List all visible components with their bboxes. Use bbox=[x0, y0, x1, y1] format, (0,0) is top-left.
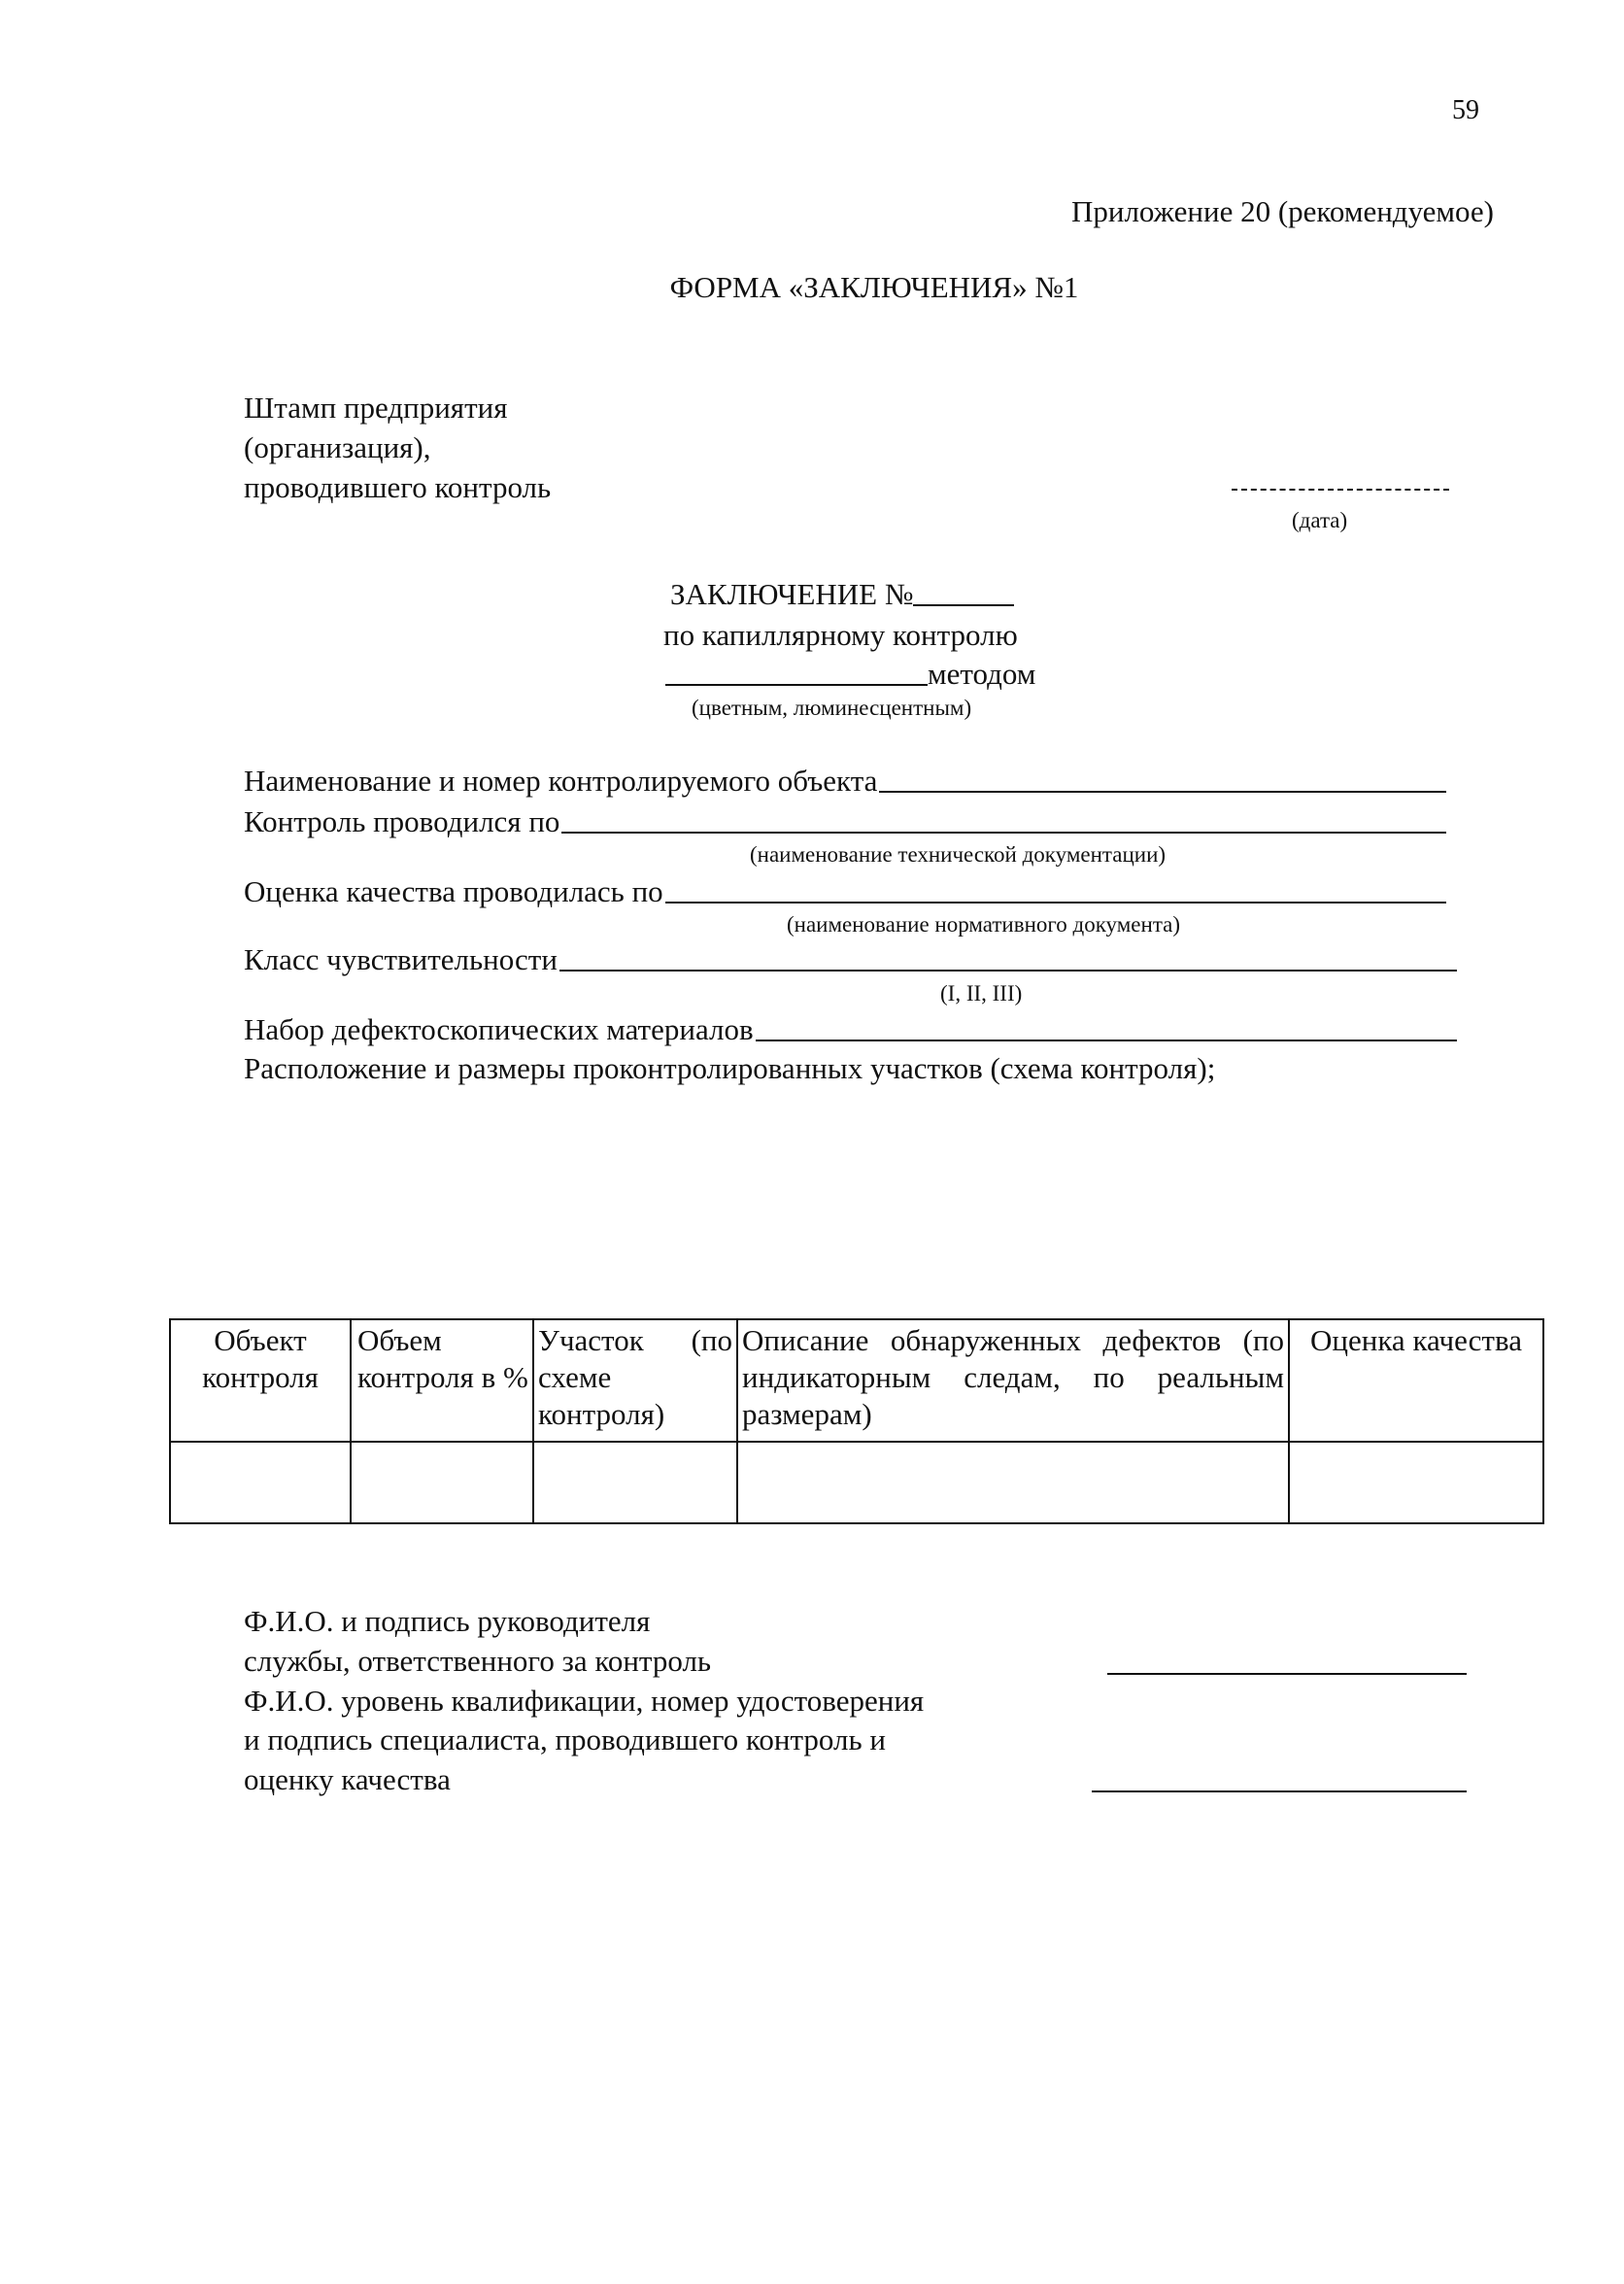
results-table bbox=[169, 1318, 1544, 1524]
header-volume: Объем контроля в % bbox=[351, 1319, 533, 1442]
spec-signature-line-1: Ф.И.О. уровень квалификации, номер удостоверения bbox=[244, 1684, 925, 1718]
date-line bbox=[1232, 489, 1449, 491]
cell-volume[interactable] bbox=[351, 1442, 533, 1523]
cell-object[interactable] bbox=[170, 1442, 351, 1523]
header-defects: Описание обнаруженных дефектов (по индикаторным следам, по реальным размерам) bbox=[737, 1319, 1289, 1442]
spec-signature-line-3: оценку качества bbox=[244, 1762, 451, 1796]
locations-label: Расположение и размеры проконтролированных участков (схема контроля); bbox=[244, 1051, 1216, 1085]
spec-signature-line-2: и подпись специалиста, проводившего контроль и bbox=[244, 1722, 886, 1756]
page-number: 59 bbox=[1452, 95, 1479, 125]
head-signature-line-2: службы, ответственного за контроль bbox=[244, 1644, 712, 1678]
cell-defects[interactable] bbox=[737, 1442, 1289, 1523]
sensitivity-line bbox=[559, 970, 1457, 972]
materials-row bbox=[244, 1010, 1457, 1049]
conclusion-number-line bbox=[913, 604, 1014, 606]
quality-by-hint: (наименование нормативного документа) bbox=[787, 912, 1181, 937]
method-hint: (цветным, люминесцентным) bbox=[692, 696, 972, 720]
object-name-label: Наименование и номер контролируемого объекта bbox=[244, 764, 878, 798]
stamp-line-1: Штамп предприятия bbox=[244, 391, 508, 425]
object-name-line bbox=[879, 791, 1446, 793]
sensitivity-label: Класс чувствительности bbox=[244, 942, 558, 976]
date-label: (дата) bbox=[1292, 508, 1348, 532]
appendix-label: Приложение 20 (рекомендуемое) bbox=[1070, 194, 1494, 228]
conclusion-subtitle: по капиллярному контролю bbox=[663, 618, 1018, 652]
spec-signature-field bbox=[1092, 1790, 1467, 1792]
materials-line bbox=[756, 1040, 1457, 1041]
method-word: методом bbox=[928, 657, 1036, 691]
quality-by-label: Оценка качества проводилась по bbox=[244, 874, 663, 908]
control-by-hint: (наименование технической документации) bbox=[750, 842, 1167, 867]
control-by-line bbox=[561, 832, 1446, 834]
quality-by-row bbox=[244, 872, 1446, 911]
object-name-row bbox=[244, 762, 1446, 801]
conclusion-title: ЗАКЛЮЧЕНИЕ № bbox=[670, 577, 914, 611]
header-object: Объект контроля bbox=[170, 1319, 351, 1442]
stamp-line-3: проводившего контроль bbox=[244, 470, 552, 504]
quality-by-line bbox=[665, 902, 1446, 903]
table-row bbox=[170, 1442, 1543, 1523]
stamp-line-2: (организация), bbox=[244, 430, 431, 464]
conclusion-title-row bbox=[670, 575, 1014, 614]
control-by-label: Контроль проводился по bbox=[244, 804, 560, 838]
cell-section[interactable] bbox=[533, 1442, 737, 1523]
sensitivity-row bbox=[244, 940, 1457, 979]
header-quality: Оценка качества bbox=[1289, 1319, 1543, 1442]
table-header-row bbox=[170, 1319, 1543, 1442]
materials-label: Набор дефектоскопических материалов bbox=[244, 1012, 754, 1046]
method-line bbox=[665, 684, 928, 686]
header-section: Участок (по схеме контроля) bbox=[533, 1319, 737, 1442]
head-signature-line-1: Ф.И.О. и подпись руководителя bbox=[244, 1604, 651, 1638]
control-by-row bbox=[244, 802, 1446, 841]
cell-quality[interactable] bbox=[1289, 1442, 1543, 1523]
head-signature-field bbox=[1107, 1673, 1467, 1675]
form-title: ФОРМА «ЗАКЛЮЧЕНИЯ» №1 bbox=[669, 270, 1079, 304]
method-row bbox=[665, 655, 1035, 694]
sensitivity-hint: (I, II, III) bbox=[940, 981, 1023, 1006]
